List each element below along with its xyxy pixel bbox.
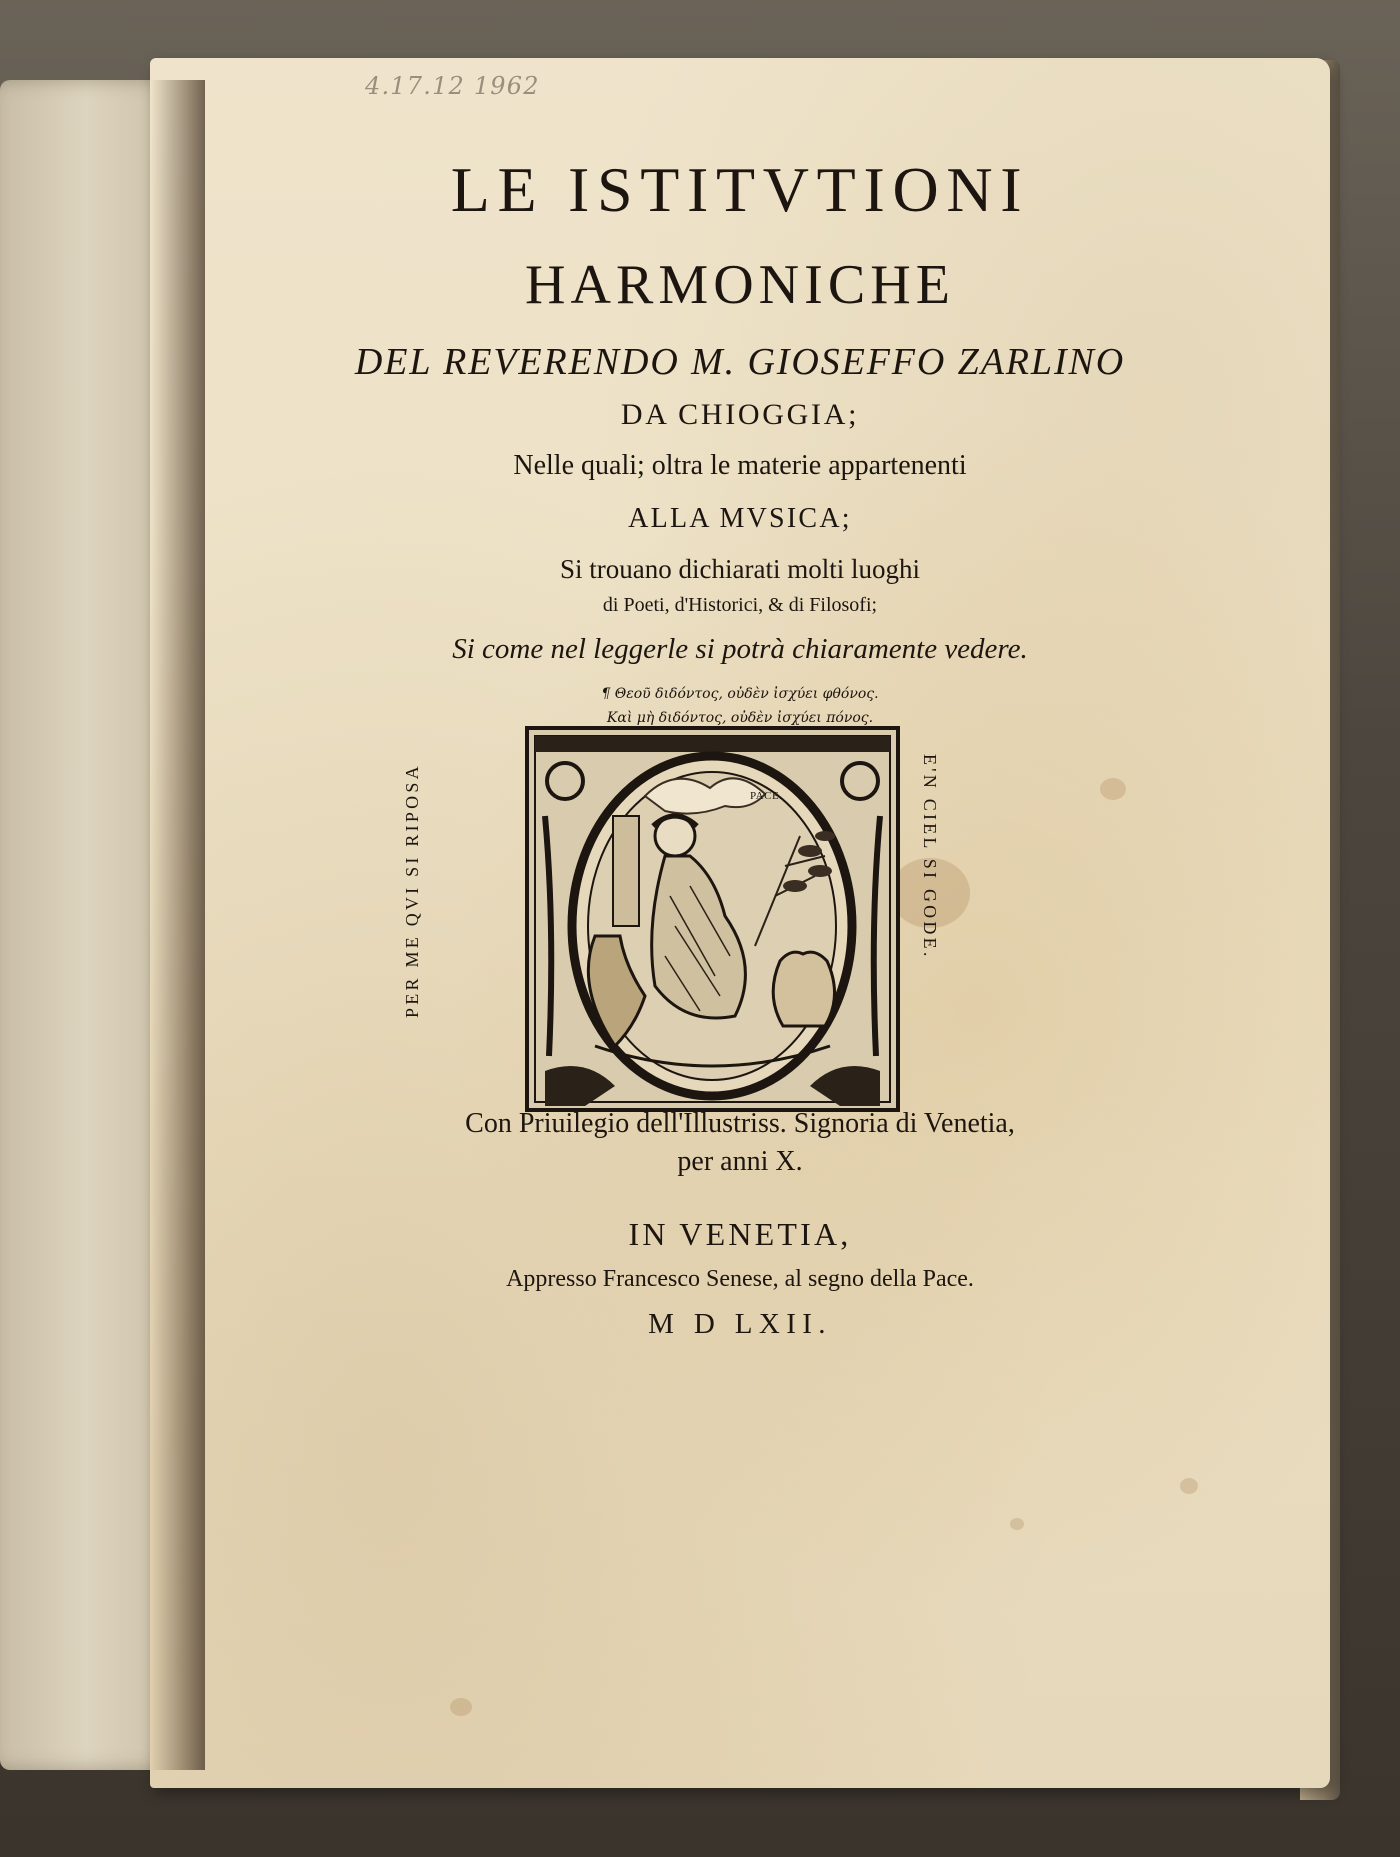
title-line-2: HARMONICHE	[525, 254, 955, 316]
subtitle-line-b: ALLA MVSICA;	[628, 503, 852, 534]
imprint-printer: Appresso Francesco Senese, al segno della Pace.	[506, 1266, 974, 1292]
foxing-stain	[1100, 778, 1126, 800]
device-motto-right: E'N CIEL SI GODE.	[920, 754, 940, 960]
subtitle-line-e: Si come nel leggerle si potrà chiaramente vedere.	[452, 633, 1028, 665]
author-line: DEL REVERENDO M. GIOSEFFO ZARLINO	[354, 341, 1126, 383]
greek-epigraph-line-1: ¶ Θεοῦ διδόντος, οὐδὲν ἰσχύει φθόνος.	[601, 686, 879, 702]
privilege-line-1: Con Priuilegio dell'Illustriss. Signoria di Venetia,	[465, 1108, 1015, 1139]
gutter-shadow	[150, 80, 205, 1770]
foxing-stain	[450, 1698, 472, 1716]
figure-label: PACE.	[750, 790, 783, 802]
foxing-stain	[1180, 1478, 1198, 1494]
subtitle-line-d: di Poeti, d'Historici, & di Filosofi;	[602, 594, 878, 616]
title-page	[150, 58, 1330, 1788]
origin-line: DA CHIOGGIA;	[620, 398, 860, 431]
imprint-year: M D LXII.	[648, 1308, 832, 1340]
shelfmark-handwriting: 4.17.12 1962	[365, 72, 540, 100]
greek-epigraph-line-2: Καὶ μὴ διδόντος, οὐδὲν ἰσχύει πόνος.	[606, 710, 874, 726]
imprint-city: IN VENETIA,	[628, 1216, 852, 1252]
device-motto-left: PER ME QVI SI RIPOSA	[402, 763, 422, 1018]
printers-device-woodcut	[525, 726, 900, 1112]
subtitle-line-c: Si trouano dichiarati molti luoghi	[560, 554, 920, 584]
privilege-line-2: per anni X.	[677, 1146, 803, 1177]
foxing-stain	[1010, 1518, 1024, 1530]
title-line-1: LE ISTITVTIONI	[450, 154, 1030, 225]
subtitle-line-a: Nelle quali; oltra le materie appartenenti	[513, 450, 967, 481]
